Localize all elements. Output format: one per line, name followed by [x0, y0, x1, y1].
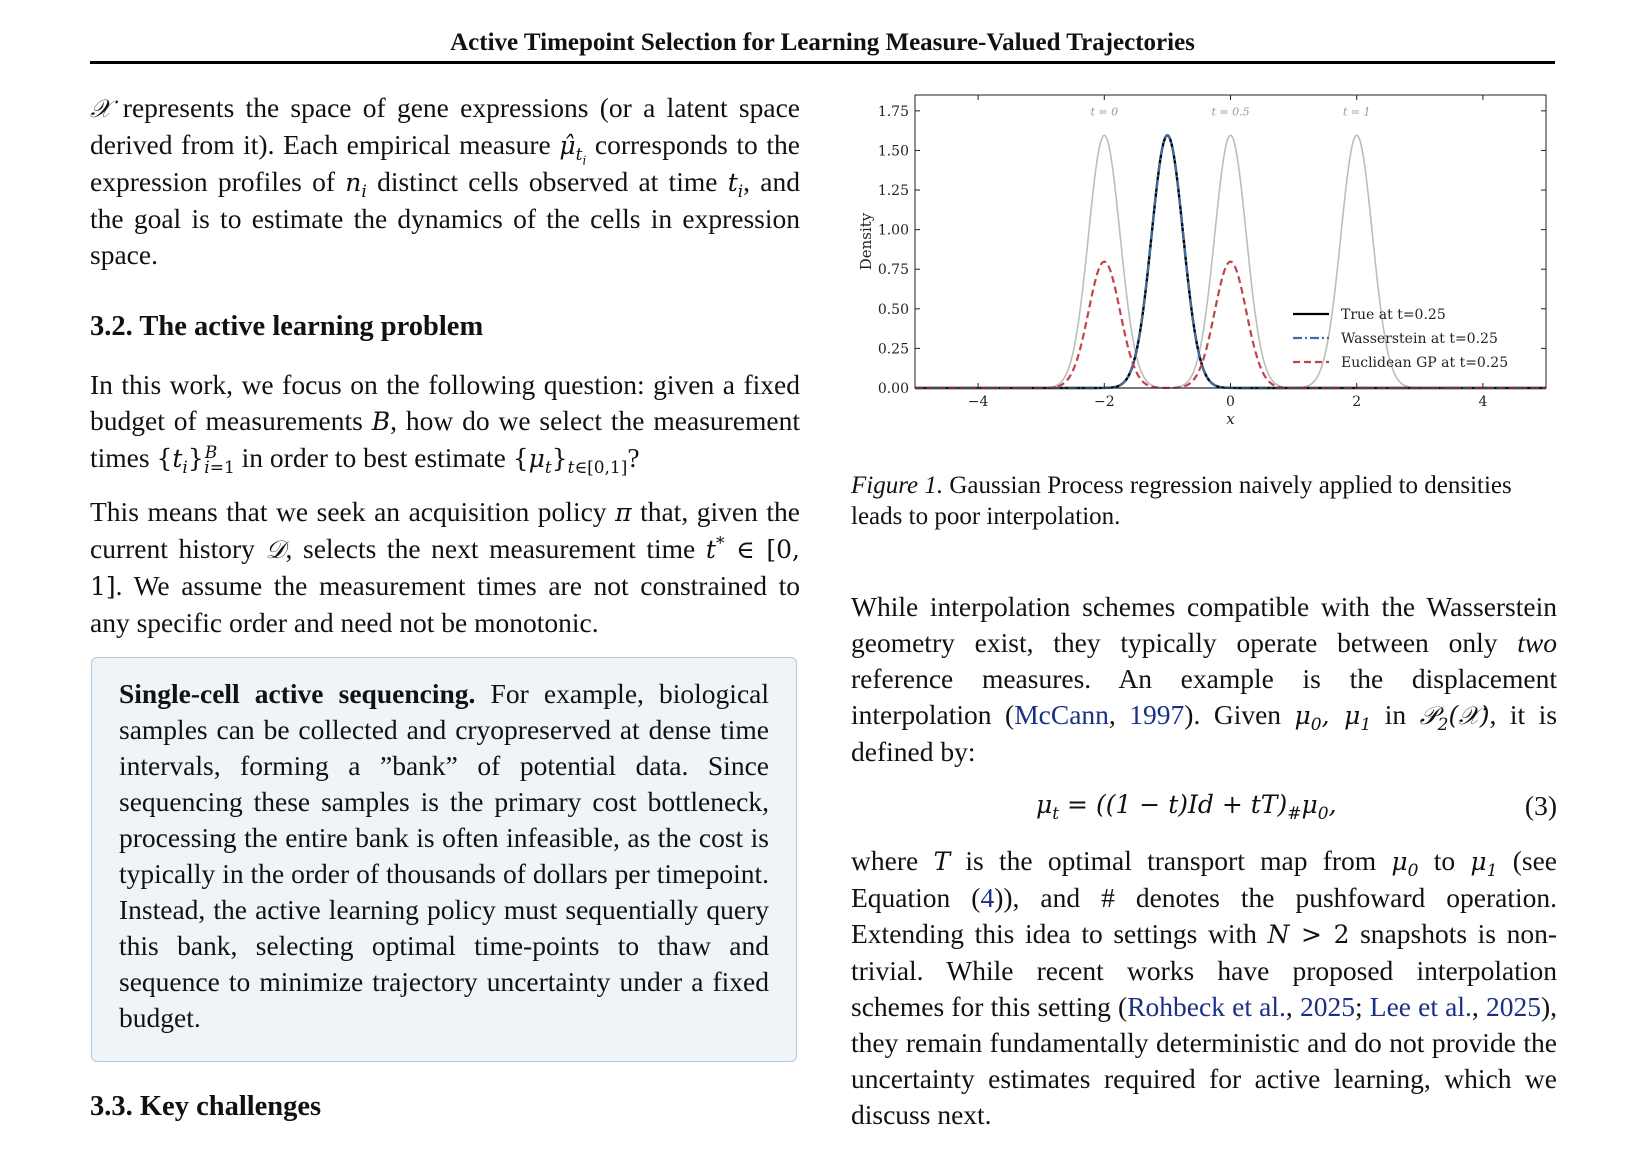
y-tick-label: 1.50	[877, 143, 909, 160]
x-tick-label: 2	[1352, 394, 1362, 410]
citation-rohbeck-year[interactable]: 2025	[1299, 991, 1355, 1022]
math-mu-hat: $\mû_{t_i}$	[559, 131, 587, 168]
y-tick-label: 0.75	[877, 262, 909, 279]
equation-ref-4[interactable]: 4	[980, 882, 995, 913]
callout-text: Single-cell active sequencing. For example, biological samples can be collected and cryopreserved at dense time intervals, forming a ”bank” of potential data. Since sequencing these samples is the primary cost bottleneck, processing the entire bank is often infeasible, as the cost is typically in the order of thousands of dollars per timepoint. Instead, the active learning policy must sequentially query this bank, selecting optimal time-points to thaw and sequence to minimize trajectory uncertainty under a fixed budget.	[119, 678, 770, 1033]
y-tick-label: 1.00	[877, 222, 909, 239]
legend-label-0: True at t=0.25	[1341, 307, 1446, 323]
citation-lee-year[interactable]: 2025	[1485, 991, 1541, 1022]
policy-paragraph: This means that we seek an acquisition policy π that, given the current history 𝒟, selects the next measurement time t* ∈ [0, 1]. We assume the measurement times are not constrained to any specific order and need not be monotonic.	[90, 496, 800, 638]
equation-number: (3)	[1524, 790, 1557, 821]
citation-lee[interactable]: Lee et al.	[1369, 991, 1472, 1022]
x-axis-label: x	[1226, 410, 1235, 428]
density-chart	[845, 86, 1565, 446]
legend-label-1: Wasserstein at t=0.25	[1341, 331, 1498, 347]
time-annotation-2: t = 1	[1342, 105, 1371, 119]
x-tick-label: 0	[1226, 394, 1235, 410]
question-paragraph: In this work, we focus on the following question: given a fixed budget of measurements B, how do we select the measurement times $\{t_i\}^B_{i=1}$ in order to best estimate $\{\mu_t\}_{t\in[0,1]}$?	[90, 369, 800, 478]
x-tick-label: 4	[1478, 394, 1488, 410]
callout-title: Single-cell active sequencing.	[119, 678, 476, 709]
math-X: 𝒳	[90, 94, 112, 123]
section-heading-3-3: 3.3. Key challenges	[90, 1091, 322, 1122]
interpolation-paragraph: While interpolation schemes compatible with the Wasserstein geometry exist, they typically operate between only two reference measures. An example is the displacement interpolation (McCann, 1997). Given $\mu_0$, $\mu_1$ in 𝒫$_2$(𝒳), it is defined by:	[851, 591, 1558, 767]
citation-rohbeck[interactable]: Rohbeck et al.	[1127, 991, 1286, 1022]
y-tick-label: 0.00	[877, 381, 909, 397]
y-tick-label: 0.50	[877, 301, 909, 318]
time-annotation-0: t = 0	[1090, 105, 1119, 119]
x-tick-label: −2	[1093, 394, 1115, 410]
transport-paragraph: where T is the optimal transport map from $\mu_0$ to $\mu_1$ (see Equation (4)), and # denotes the pushfoward operation. Extending this idea to settings with N > 2 snapshots is non-trivial. While recent works have proposed interpolation schemes for this setting (Rohbeck et al., 2025; Lee et al., 2025), they remain fundamentally deterministic and do not provide the uncertainty estimates required for active learning, which we discuss next.	[851, 845, 1558, 1130]
section-heading-3-2: 3.2. The active learning problem	[90, 311, 484, 342]
citation-mccann-year[interactable]: 1997	[1129, 699, 1185, 730]
y-axis-label: Density	[857, 212, 875, 271]
x-tick-label: −4	[967, 394, 989, 410]
time-annotation-1: t = 0.5	[1211, 105, 1250, 119]
legend-label-2: Euclidean GP at t=0.25	[1341, 355, 1509, 371]
y-tick-label: 1.25	[877, 183, 909, 200]
y-tick-label: 1.75	[877, 103, 909, 120]
citation-mccann[interactable]: McCann	[1014, 699, 1109, 730]
y-tick-label: 0.25	[877, 341, 909, 358]
running-header: Active Timepoint Selection for Learning Measure-Valued Trajectories	[450, 29, 1195, 56]
figure-caption: Figure 1. Gaussian Process regression naively applied to densities leads to poor interpolation.	[851, 472, 1512, 530]
header-rule	[90, 61, 1555, 64]
intro-paragraph: 𝒳 represents the space of gene expressions (or a latent space derived from it). Each empirical measure $\mû_{t_i}$ corresponds to the expression profiles of $n_i$ distinct cells observed at time $t_i$, and the goal is to estimate the dynamics of the cells in expression space.	[90, 92, 801, 270]
equation-3: $\mu_t = ((1 - t)Id + tT)_{\#}\mu_0$, (3)	[1036, 790, 1557, 824]
caption-label: Figure 1.	[851, 472, 944, 499]
